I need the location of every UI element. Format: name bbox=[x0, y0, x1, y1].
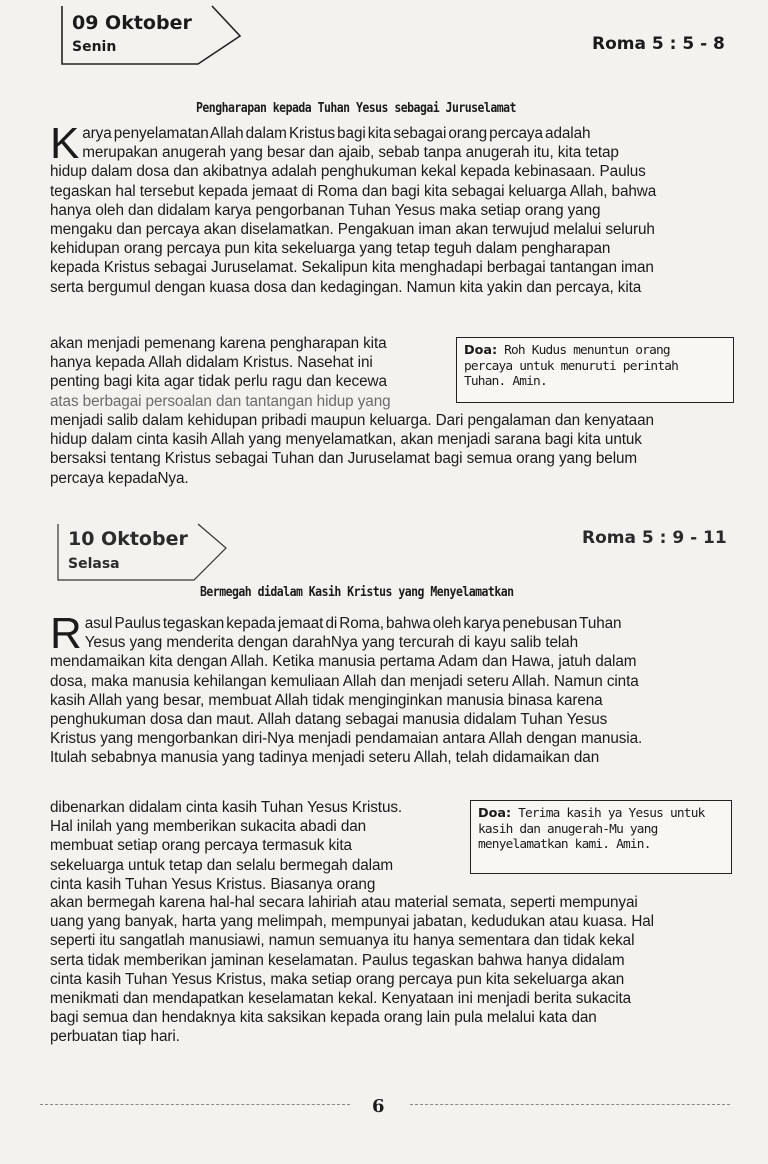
text-line: percaya kepadaNya. bbox=[50, 469, 189, 487]
entry-body-narrow bbox=[50, 798, 462, 894]
text-line: serta bergumul dengan kuasa dosa dan kedagingan. Namun kita yakin dan percaya, kita bbox=[50, 278, 642, 296]
text-line: menjadi salib dalam kehidupan pribadi maupun keluarga. Dari pengalaman dan kenyataan bbox=[50, 412, 654, 429]
text-line: arya penyelamatan Allah dalam Kristus bagi kita sebagai orang percaya adalah bbox=[82, 125, 591, 142]
text-line: membuat setiap orang percaya termasuk kita bbox=[50, 837, 352, 855]
text-line: penghukuman dosa dan maut. Allah datang sebagai manusia didalam Tuhan Yesus bbox=[50, 711, 608, 729]
text-line: uang yang banyak, harta yang melimpah, mempunyai jabatan, kedudukan atau kuasa. Hal bbox=[50, 913, 654, 931]
text-line: hidup dalam dosa dan akibatnya adalah penghukuman kekal kepada kebinasaan. Paulus bbox=[50, 163, 646, 181]
text-line: Itulah sebabnya manusia yang tadinya menjadi seteru Allah, telah didamaikan dan bbox=[50, 749, 600, 767]
text-line: tegaskan hal tersebut kepada jemaat di Roma dan bagi kita sebagai keluarga Allah, bahwa bbox=[50, 182, 657, 200]
text-line: atas berbagai persoalan dan tantangan hidup yang bbox=[50, 392, 391, 410]
dropcap: R bbox=[50, 609, 82, 658]
text-line: menikmati dan mendapatkan keselamatan kekal. Kenyataan ini menjadi berita sukacita bbox=[50, 990, 632, 1008]
text-line: seperti itu sangatlah manusiawi, namun semuanya itu hanya sementara dan tidak kekal bbox=[50, 932, 635, 950]
text-line: Hal inilah yang memberikan sukacita abadi dan bbox=[50, 818, 367, 836]
entry-title: Bermegah didalam Kasih Kristus yang Menyelamatkan bbox=[200, 584, 514, 600]
text-line: akan menjadi pemenang karena pengharapan kita bbox=[50, 335, 387, 352]
entry-day: Senin bbox=[72, 39, 117, 55]
text-line: kehidupan orang percaya pun kita sekeluarga yang tetap teguh dalam pengharapan bbox=[50, 240, 611, 258]
prayer-label: Doa: bbox=[478, 806, 512, 821]
text-line: kasih Allah yang besar, membuat Allah tidak menginginkan manusia binasa karena bbox=[50, 691, 603, 709]
entry-date: 10 Oktober bbox=[68, 528, 188, 550]
prayer-text: menyelamatkan kami. Amin. bbox=[478, 837, 651, 852]
entry-body-bottom bbox=[50, 411, 750, 488]
prayer-box bbox=[456, 337, 734, 403]
bible-reference: Roma 5 : 9 - 11 bbox=[582, 528, 727, 548]
text-line: akan bermegah karena hal-hal secara lahiriah atau material semata, seperti mempunyai bbox=[50, 894, 638, 911]
text-line: perbuatan tiap hari. bbox=[50, 1028, 180, 1046]
entry-body-narrow bbox=[50, 334, 450, 411]
entry-date: 09 Oktober bbox=[72, 12, 192, 34]
entry-body-top bbox=[50, 119, 750, 297]
page-number: 6 bbox=[372, 1096, 385, 1117]
entry-body-top bbox=[50, 609, 744, 768]
dropcap: K bbox=[50, 119, 80, 168]
text-line: cinta kasih Tuhan Yesus Kristus, maka setiap orang percaya pun kita sekeluarga akan bbox=[50, 970, 625, 988]
text-line: penting bagi kita agar tidak perlu ragu dan kecewa bbox=[50, 373, 387, 391]
prayer-label: Doa: bbox=[464, 343, 498, 358]
text-line: asul Paulus tegaskan kepada jemaat di Roma, bahwa oleh karya penebusan Tuhan bbox=[84, 615, 622, 632]
bible-reference: Roma 5 : 5 - 8 bbox=[592, 34, 725, 54]
date-tag-1 bbox=[52, 6, 247, 66]
text-line: kepada Kristus sebagai Juruselamat. Sekalipun kita menghadapi berbagai tantangan iman bbox=[50, 259, 654, 277]
prayer-text: percaya untuk menuruti perintah bbox=[464, 358, 679, 374]
entry-body-bottom bbox=[50, 893, 740, 1047]
text-line: mengaku dan percaya akan diselamatkan. Pengakuan iman akan terwujud melalui seluruh bbox=[50, 221, 655, 239]
prayer-text: kasih dan anugerah-Mu yang bbox=[478, 821, 658, 837]
text-line: hanya oleh dan didalam karya pengorbanan Tuhan Yesus maka setiap orang yang bbox=[50, 201, 601, 219]
text-line: hanya kepada Allah didalam Kristus. Nasehat ini bbox=[50, 354, 373, 372]
entry-title: Pengharapan kepada Tuhan Yesus sebagai Juruselamat bbox=[196, 100, 516, 116]
text-line: cinta kasih Tuhan Yesus Kristus. Biasanya orang bbox=[50, 875, 376, 893]
text-line: Kristus yang mengorbankan diri-Nya menjadi pendamaian antara Allah dengan manusia. bbox=[50, 730, 643, 748]
text-line: merupakan anugerah yang besar dan ajaib, sebab tanpa anugerah itu, kita tetap bbox=[82, 144, 619, 162]
prayer-text: Roh Kudus menuntun orang bbox=[504, 343, 670, 358]
text-line: bagi semua dan hendaknya kita saksikan kepada orang lain pula melalui kata dan bbox=[50, 1009, 597, 1027]
text-line: sekeluarga untuk tetap dan selalu bermegah dalam bbox=[50, 856, 394, 874]
text-line: dibenarkan didalam cinta kasih Tuhan Yesus Kristus. bbox=[50, 799, 403, 816]
prayer-text: Terima kasih ya Yesus untuk bbox=[518, 806, 705, 821]
entry-day: Selasa bbox=[68, 556, 120, 572]
text-line: Yesus yang menderita dengan darahNya yang tercurah di kayu salib telah bbox=[84, 634, 578, 652]
prayer-text: Tuhan. Amin. bbox=[464, 374, 547, 389]
footer-rule-right bbox=[410, 1104, 730, 1105]
prayer-box bbox=[470, 800, 732, 874]
text-line: serta tidak memberikan jaminan keselamatan. Paulus tegaskan bahwa hanya didalam bbox=[50, 951, 625, 969]
text-line: hidup dalam cinta kasih Allah yang menyelamatkan, akan menjadi sarana bagi kita untuk bbox=[50, 431, 642, 449]
text-line: dosa, maka manusia kehilangan kemuliaan Allah dan menjadi seteru Allah. Namun cinta bbox=[50, 672, 639, 690]
text-line: bersaksi tentang Kristus sebagai Tuhan dan Juruselamat bagi semua orang yang belum bbox=[50, 450, 638, 468]
footer-rule-left bbox=[40, 1104, 350, 1105]
text-line: mendamaikan kita dengan Allah. Ketika manusia pertama Adam dan Hawa, jatuh dalam bbox=[50, 653, 637, 671]
date-tag-2 bbox=[48, 520, 243, 582]
